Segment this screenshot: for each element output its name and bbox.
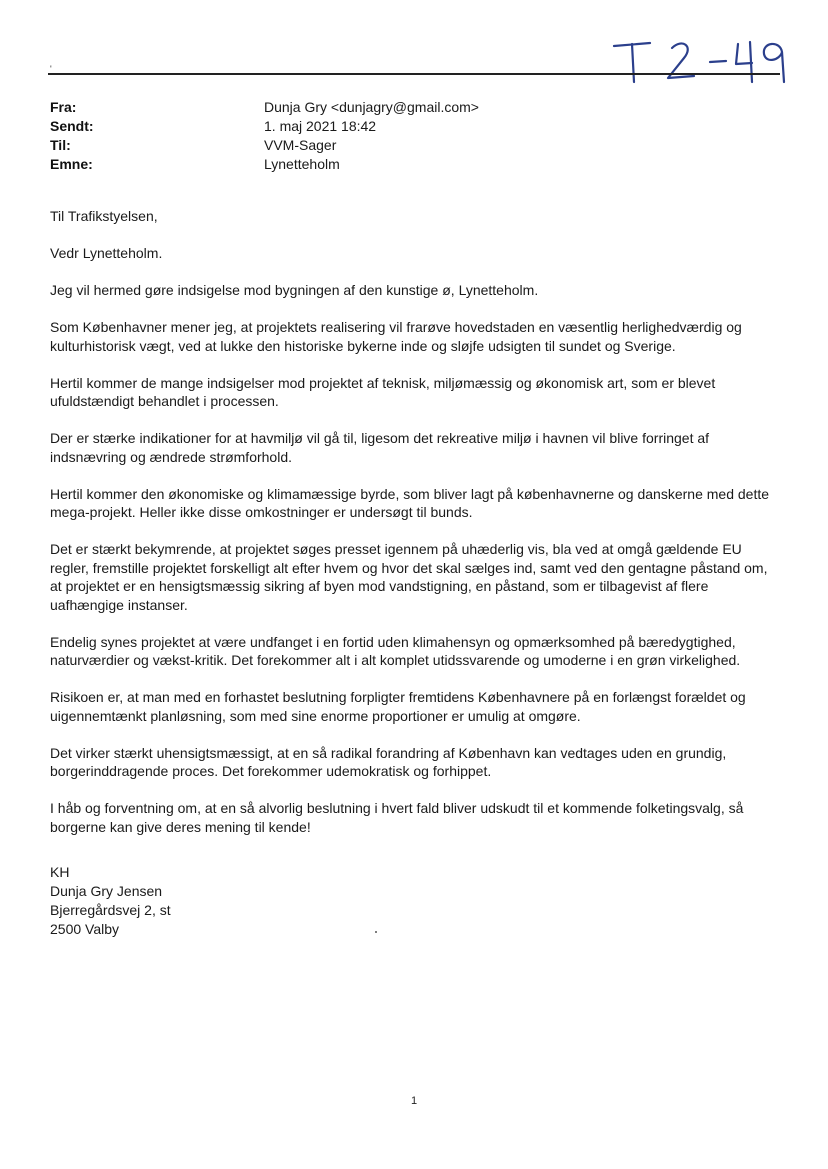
to-row (50, 135, 770, 154)
signature-name: Dunja Gry Jensen (50, 883, 163, 899)
subject-value: Lynetteholm (264, 155, 340, 172)
paragraph: Jeg vil hermed gøre indsigelse mod bygningen af den kunstige ø, Lynetteholm. (50, 282, 539, 298)
paragraph: Hertil kommer de mange indsigelser mod projektet af teknisk, miljømæssig og økonomisk art, som er blevet ufuldstændigt behandlet i processen. (50, 374, 716, 409)
signature-block (50, 863, 171, 939)
email-header (50, 97, 770, 173)
sent-label: Sendt: (50, 117, 94, 134)
handwritten-case-stamp (610, 36, 790, 86)
subject-row (50, 154, 770, 173)
subject-label: Emne: (50, 155, 93, 172)
page-number: 1 (410, 1095, 418, 1107)
sent-row (50, 116, 770, 135)
signature-city: 2500 Valby (50, 921, 120, 937)
scan-speck (375, 931, 377, 933)
sent-value: 1. maj 2021 18:42 (264, 117, 377, 134)
greeting: Til Trafikstyelsen, (50, 208, 158, 224)
paragraph: Vedr Lynetteholm. (50, 245, 163, 261)
letter-body (50, 207, 780, 836)
paragraph: Det er stærkt bekymrende, at projektet søges presset igennem på uhæderlig vis, bla ved at omgå gældende EU regler, fremstille projektet forskelligt alt efter hvem og hvor det skal sælges ind, samt ved den gentagne påstand om, at projektet er en hensigtsmæssig sikring af byen mod vandstigning, en påstand, som er tilbagevist af flere uafhængige instanser. (50, 541, 768, 613)
from-value: Dunja Gry <dunjagry@gmail.com> (264, 98, 479, 115)
paragraph: Endelig synes projektet at være undfanget i en fortid uden klimahensyn og opmærksomhed på bæredygtighed, naturværdier og vækst-kritik. Det forekommer alt i alt komplet utidssvarende og umoderne i en grøn virkelighed. (50, 633, 741, 668)
paragraph: Det virker stærkt uhensigtsmæssigt, at en så radikal forandring af København kan vedtages uden en grundig, borgerinddragende proces. Det forekommer udemokratisk og forhippet. (50, 744, 727, 779)
paragraph: Som Københavner mener jeg, at projektets realisering vil frarøve hovedstaden en væsentlig herlighedværdig og kulturhistorisk vægt, ved at lukke den historiske bykerne inde og sløjfe udsigten til sundet og Sverige. (50, 319, 742, 354)
signature-initials: KH (50, 864, 70, 880)
to-value: VVM-Sager (264, 136, 337, 153)
paragraph: Risikoen er, at man med en forhastet beslutning forpligter fremtidens Københavnere på en forlængst forældet og uigennemtænkt planløsning, som med sine enorme proportioner er umulig at omgøre. (50, 689, 746, 724)
paragraph: Der er stærke indikationer for at havmiljø vil gå til, ligesom det rekreative miljø i havnen vil blive forringet af indsnævring og ændrede strømforhold. (50, 430, 710, 465)
scan-mark: ' (50, 64, 52, 74)
handwritten-stamp-graphic (610, 36, 790, 86)
signature-street: Bjerregårdsvej 2, st (50, 902, 171, 918)
from-row (50, 97, 770, 116)
header-divider (48, 73, 780, 75)
to-label: Til: (50, 136, 71, 153)
paragraph: Hertil kommer den økonomiske og klimamæssige byrde, som bliver lagt på københavnerne og danskerne med dette mega-projekt. Heller ikke disse omkostninger er undersøgt til bunds. (50, 485, 770, 520)
paragraph: I håb og forventning om, at en så alvorlig beslutning i hvert fald bliver udskudt til et kommende folketingsvalg, så borgerne kan give deres mening til kende! (50, 800, 744, 835)
from-label: Fra: (50, 98, 77, 115)
